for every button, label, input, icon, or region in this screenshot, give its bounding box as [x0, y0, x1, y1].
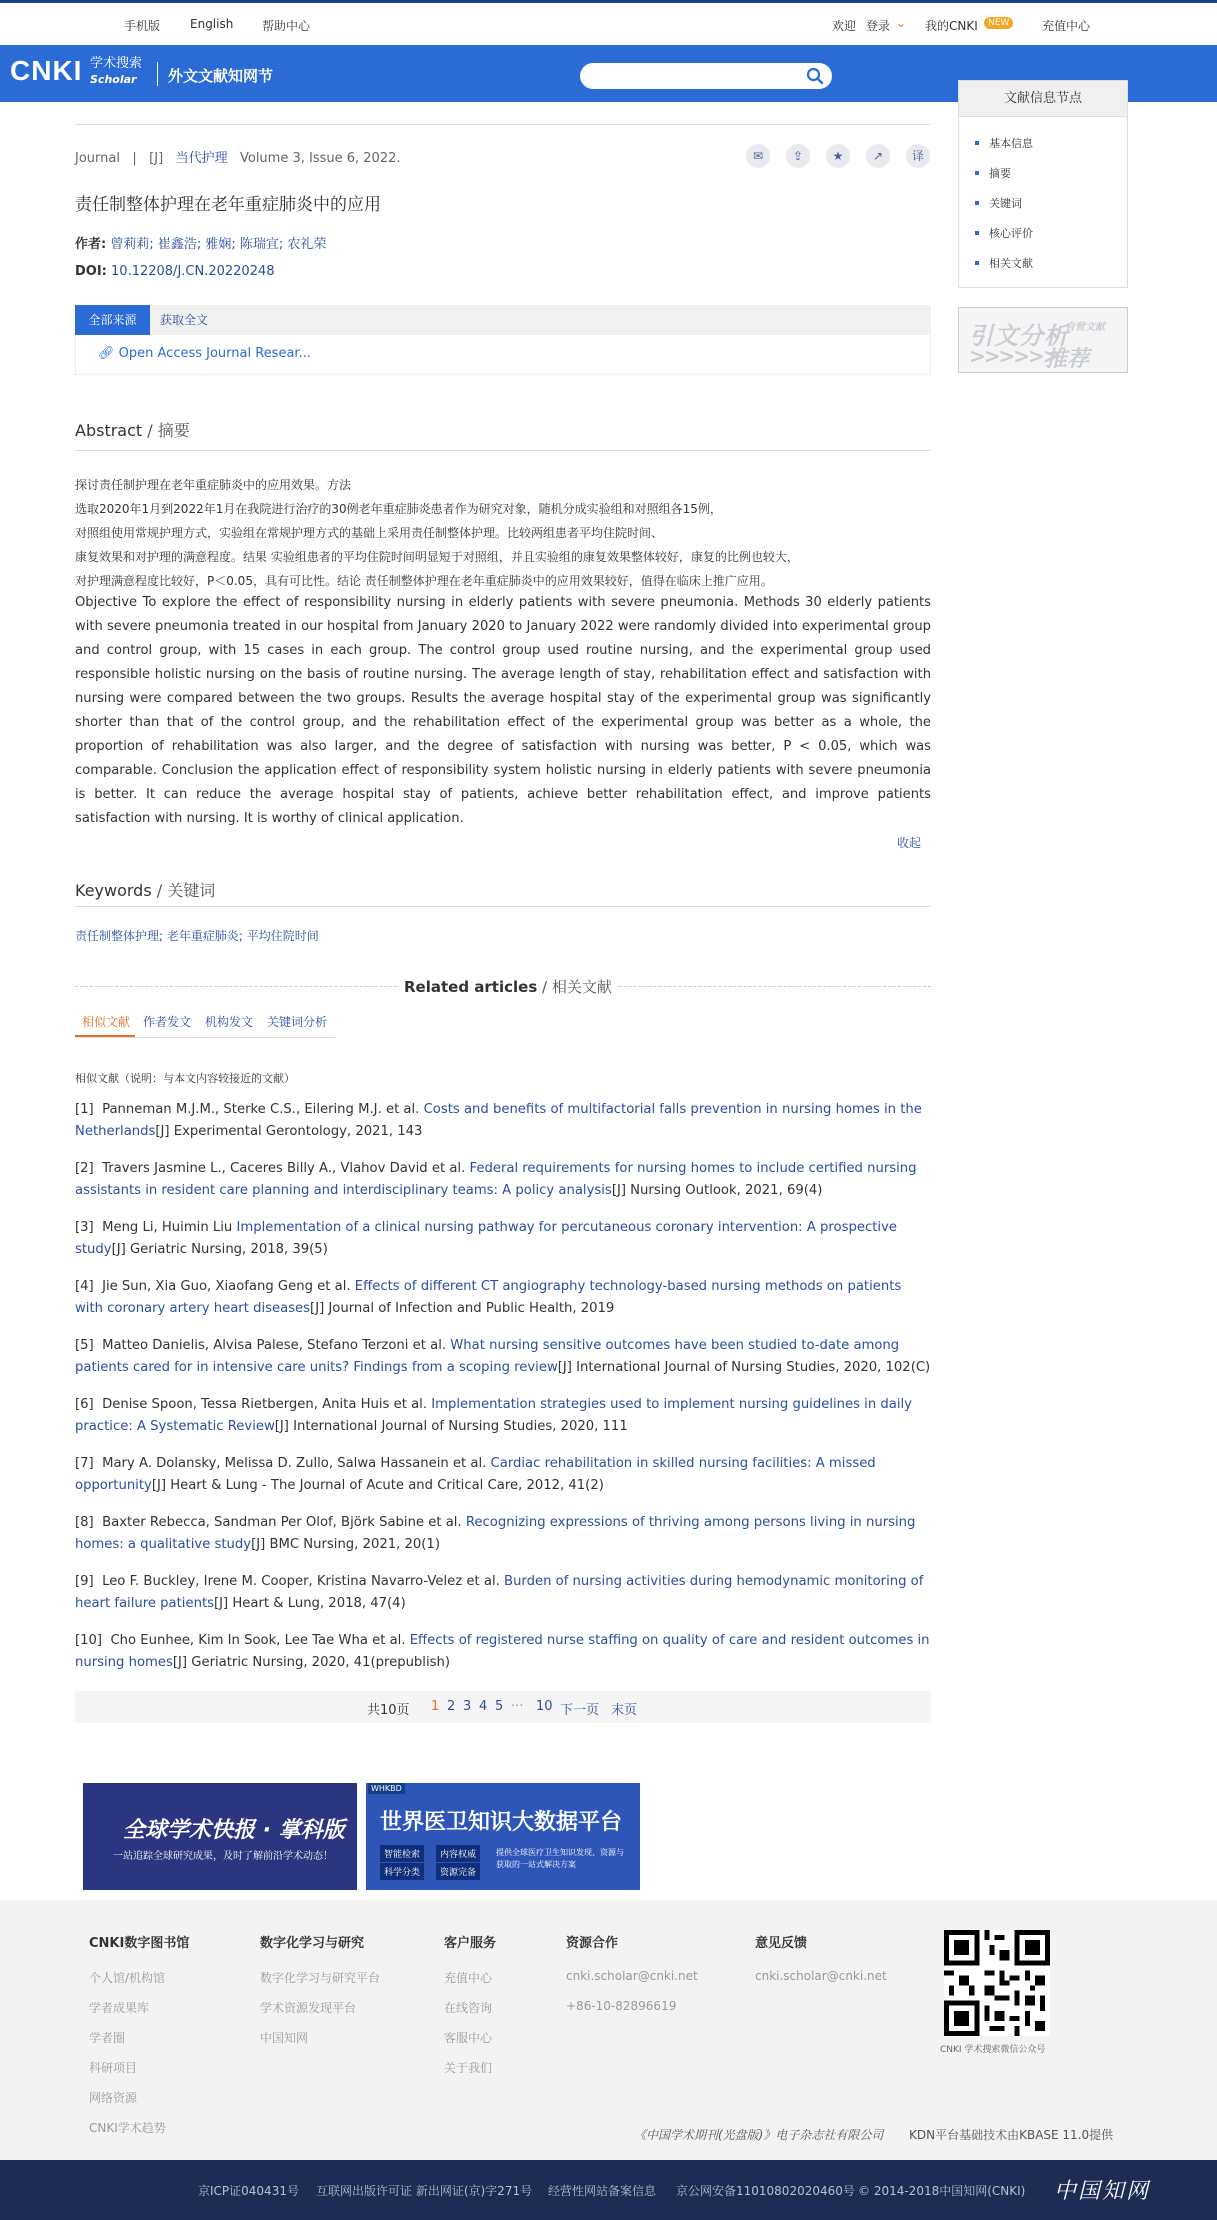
- info-nodes-title: 文献信息节点: [959, 81, 1127, 117]
- source-link-text[interactable]: Open Access Journal Resear...: [118, 346, 311, 361]
- recharge-link[interactable]: 充值中心: [1042, 19, 1091, 33]
- footer-link[interactable]: 科研项目: [89, 2061, 138, 2075]
- divider: [75, 450, 931, 451]
- tabs-baseline: [75, 1037, 335, 1038]
- reference-item: [75, 1158, 931, 1202]
- ref-title-link[interactable]: Recognizing expressions of thriving among persons living in nursing homes: a qualitative study: [75, 1515, 916, 1552]
- footer-link[interactable]: 个人馆/机构馆: [89, 1971, 166, 1985]
- ref-source: [J] Geriatric Nursing, 2018, 39(5): [111, 1242, 328, 1257]
- authors-list[interactable]: 曾莉莉; 崔鑫浩; 雅娴; 陈瑞宜; 农礼荣: [110, 237, 327, 252]
- page-10[interactable]: 10: [536, 1699, 553, 1714]
- favorite-icon[interactable]: ★: [826, 144, 850, 168]
- abstract-cn-line: 探讨责任制护理在老年重症肺炎中的应用效果。方法: [75, 478, 352, 492]
- related-heading-cn: / 相关文献: [537, 978, 612, 996]
- qr-caption: CNKI 学术搜索微信公众号: [940, 2045, 1046, 2055]
- related-heading-en: Related articles: [404, 978, 538, 996]
- footer-col-title: 客户服务: [444, 1936, 497, 1951]
- sidebar-item-abstract[interactable]: 摘要: [973, 165, 1127, 195]
- related-heading: [400, 976, 616, 997]
- paperclip-icon: 🔗︎: [98, 346, 115, 361]
- page-4[interactable]: 4: [479, 1699, 488, 1714]
- source-list: [75, 335, 931, 375]
- footer-email[interactable]: cnki.scholar@cnki.net: [566, 1969, 698, 1983]
- reference-item: [75, 1099, 931, 1143]
- abstract-cn-line: 选取2020年1月到2022年1月在我院进行治疗的30例老年重症肺炎患者作为研究对象，随机分成实验组和对照组各15例，: [75, 502, 722, 516]
- info-nodes-panel: [958, 80, 1128, 288]
- page-ellipsis: ···: [511, 1699, 524, 1714]
- search-input[interactable]: [580, 63, 832, 89]
- tab-institution-papers[interactable]: 机构发文: [205, 1015, 254, 1029]
- ref-num: [4]: [75, 1279, 94, 1294]
- logo-divider: [157, 62, 158, 86]
- pagination: [75, 1691, 931, 1723]
- banner2-pill: 科学分类: [380, 1863, 424, 1880]
- ref-num: [5]: [75, 1338, 94, 1353]
- ref-num: [9]: [75, 1574, 94, 1589]
- ref-title-link[interactable]: Effects of registered nurse staffing on quality of care and resident outcomes in nursing homes: [75, 1633, 930, 1670]
- meta-volume: Volume 3, Issue 6, 2022.: [239, 151, 401, 166]
- ref-num: [8]: [75, 1515, 94, 1530]
- abstract-chinese: [75, 473, 931, 593]
- abstract-english: Objective To explore the effect of responsibility nursing in elderly patients with severe pneumonia. Methods 30 elderly patients with severe pneumonia treated in our hospital from January 2020 to January 2022 were randomly divided into experimental group and control group, with 15 cases in each group. The control group used routine nursing, and the experimental group used responsible holistic nursing on the basis of routine nursing. The average length of stay, rehabilitation effect and satisfaction with nursing were compared between the two groups. Results the average hospital stay of the experimental group was significantly shorter than that of the control group, and the rehabilitation effect of the experimental group was better as a whole, the proportion of rehabilitation was also larger, and the degree of satisfaction with nursing was better, P < 0.05, which was comparable. Conclusion the application effect of responsibility system holistic nursing in elderly patients with severe pneumonia is better. It can reduce the average hospital stay of patients, achieve better rehabilitation effect, and improve patients satisfaction with nursing. It is worthy of clinical application.: [75, 595, 931, 826]
- banner2-tag: WHKBD: [368, 1783, 405, 1794]
- tab-similar[interactable]: 相似文献: [82, 1015, 131, 1029]
- my-cnki-link[interactable]: 我的CNKI: [925, 19, 978, 33]
- ref-authors: Panneman M.J.M., Sterke C.S., Eilering M.J. et al.: [102, 1102, 420, 1117]
- ref-num: [10]: [75, 1633, 103, 1648]
- police-record[interactable]: 京公网安备11010802020460号: [676, 2184, 855, 2198]
- next-page-link[interactable]: 下一页: [560, 1703, 600, 1718]
- reference-item: [75, 1453, 931, 1497]
- footer-col-title: 数字化学习与研究: [260, 1936, 365, 1951]
- ref-authors: Denise Spoon, Tessa Rietbergen, Anita Huis et al.: [102, 1397, 428, 1412]
- reference-item: [75, 1394, 931, 1438]
- doi-label: DOI:: [75, 264, 107, 279]
- search-icon[interactable]: [806, 67, 824, 85]
- banner2-subtitle: 提供全球医疗卫生知识发现、资源与获取的一站式解决方案: [496, 1848, 624, 1869]
- banner1-subtitle: 一站追踪全球研究成果，及时了解前沿学术动态！: [113, 1851, 333, 1862]
- abstract-heading: [75, 418, 190, 441]
- ad-arrows: >>>>>>: [969, 344, 1058, 368]
- abstract-cn-line: 对照组使用常规护理方式，实验组在常规护理方式的基础上采用责任制整体护理。比较两组患者平均住院时间、: [75, 526, 664, 540]
- meta-type: Journal: [75, 151, 120, 166]
- english-link[interactable]: English: [190, 17, 234, 31]
- keywords-list[interactable]: 责任制整体护理; 老年重症肺炎; 平均住院时间: [75, 929, 319, 943]
- ref-title-link[interactable]: Cardiac rehabilitation in skilled nursing facilities: A missed opportunity: [75, 1456, 876, 1493]
- ref-num: [3]: [75, 1220, 94, 1235]
- article-title: 责任制整体护理在老年重症肺炎中的应用: [75, 195, 381, 215]
- ref-title-link[interactable]: What nursing sensitive outcomes have been studied to-date among patients cared for in intensive care units? Findings from a scoping review: [75, 1338, 900, 1375]
- journal-link[interactable]: 当代护理: [175, 151, 228, 166]
- page-5[interactable]: 5: [495, 1699, 504, 1714]
- ref-title-link[interactable]: Implementation strategies used to implement nursing guidelines in daily practice: A Systematic Review: [75, 1397, 912, 1434]
- help-link[interactable]: 帮助中心: [262, 19, 311, 33]
- logo-scholar: Scholar: [90, 73, 137, 86]
- last-page-link[interactable]: 末页: [611, 1703, 638, 1718]
- ref-authors: Cho Eunhee, Kim In Sook, Lee Tae Wha et al.: [110, 1633, 406, 1648]
- keywords-heading-cn: / 关键词: [151, 881, 216, 900]
- login-link[interactable]: 登录: [866, 19, 891, 33]
- active-tab-indicator: [75, 1035, 135, 1037]
- chevron-down-icon[interactable]: ⌄: [896, 16, 907, 30]
- ref-title-link[interactable]: Burden of nursing activities during hemodynamic monitoring of heart failure patients: [75, 1574, 924, 1611]
- sidebar-item-keywords[interactable]: 关键词: [973, 195, 1127, 225]
- ad-line1: 引文分析: [969, 322, 1069, 350]
- copyright: © 2014-2018中国知网(CNKI): [858, 2184, 1026, 2198]
- cnki-logo[interactable]: CNKI: [10, 55, 83, 86]
- tab-author-papers[interactable]: 作者发文: [143, 1015, 192, 1029]
- tab-get-fulltext[interactable]: 获取全文: [160, 313, 209, 327]
- banner2-pill: 内容权威: [436, 1845, 480, 1862]
- ad-line1b: 自营文献: [1065, 322, 1105, 333]
- ref-source: [J] Nursing Outlook, 2021, 69(4): [611, 1183, 823, 1198]
- ref-authors: Mary A. Dolansky, Melissa D. Zullo, Salwa Hassanein et al.: [102, 1456, 487, 1471]
- article-meta: [75, 147, 401, 166]
- banner2-pill: 资源完备: [436, 1863, 480, 1880]
- ref-authors: Baxter Rebecca, Sandman Per Olof, Björk Sabine et al.: [102, 1515, 462, 1530]
- site-title: 外文文献知网节: [168, 67, 274, 85]
- cnki-footer-logo: 中国知网: [1054, 2179, 1151, 2204]
- footer-link[interactable]: 网络资源: [89, 2091, 138, 2105]
- ref-title-link[interactable]: Effects of different CT angiography technology-based nursing methods on patients with coronary artery heart diseases: [75, 1279, 902, 1316]
- ref-num: [7]: [75, 1456, 94, 1471]
- footer-col-digital: [260, 1932, 380, 2059]
- similar-note: 相似文献（说明：与本文内容较接近的文献）: [75, 1072, 295, 1085]
- share-icon[interactable]: ⇪: [786, 144, 810, 168]
- icp-license[interactable]: 京ICP证040431号: [198, 2184, 299, 2198]
- new-badge: NEW: [984, 17, 1013, 29]
- abstract-heading-cn: / 摘要: [142, 421, 190, 440]
- keywords-heading-en: Keywords: [75, 881, 152, 900]
- footer-link[interactable]: 在线咨询: [444, 2001, 493, 2015]
- tab-keyword-analysis[interactable]: 关键词分析: [267, 1015, 328, 1029]
- bottom-legal-bar: [0, 2160, 1217, 2220]
- abstract-heading-en: Abstract: [75, 421, 143, 440]
- site-footer: [0, 1900, 1217, 2160]
- page-2[interactable]: 2: [447, 1699, 456, 1714]
- reference-item: [75, 1217, 931, 1261]
- ref-source: [J] Journal of Infection and Public Health, 2019: [310, 1301, 615, 1316]
- footer-col-library: [89, 1932, 189, 2149]
- reference-item: [75, 1630, 931, 1674]
- footer-phone: +86-10-82896619: [566, 1999, 677, 2013]
- ref-num: [1]: [75, 1102, 94, 1117]
- email-icon[interactable]: ✉: [746, 144, 770, 168]
- translate-icon[interactable]: 译: [906, 144, 930, 168]
- ref-source: [J] BMC Nursing, 2021, 20(1): [251, 1537, 440, 1552]
- ref-source: [J] Heart & Lung, 2018, 47(4): [213, 1596, 406, 1611]
- reference-item: [75, 1512, 931, 1556]
- abstract-cn-line: 对护理满意程度比较好，P＜0.05，具有可比性。结论 责任制整体护理在老年重症肺炎中的应用效果较好，值得在临床上推广应用。: [75, 574, 773, 588]
- banner2-pill: 智能检索: [380, 1845, 424, 1862]
- footer-publisher: 《中国学术期刊(光盘版)》电子杂志社有限公司: [634, 2128, 884, 2142]
- footer-col-service: [444, 1932, 496, 2089]
- footer-email[interactable]: cnki.scholar@cnki.net: [755, 1969, 887, 1983]
- meta-tag: [J]: [149, 151, 164, 166]
- page-total: 共10页: [367, 1703, 410, 1718]
- footer-tech-note: KDN平台基础技术由KBASE 11.0提供: [909, 2128, 1114, 2142]
- publish-license[interactable]: 互联网出版许可证 新出网证(京)字271号: [316, 2184, 533, 2198]
- ref-source: [J] International Journal of Nursing Studies, 2020, 111: [274, 1419, 628, 1434]
- export-icon[interactable]: ↗: [866, 144, 890, 168]
- authors-row: [75, 233, 326, 252]
- welcome-text: 欢迎: [832, 19, 857, 33]
- divider: [75, 906, 931, 907]
- page-3[interactable]: 3: [463, 1699, 472, 1714]
- footer-col-cooperation: [566, 1932, 698, 2029]
- operate-info[interactable]: 经营性网站备案信息: [548, 2184, 657, 2198]
- footer-link[interactable]: 学术资源发现平台: [260, 2001, 357, 2015]
- footer-link[interactable]: 中国知网: [260, 2031, 309, 2045]
- sidebar-item-basic-info[interactable]: 基本信息: [973, 135, 1127, 165]
- collapse-link[interactable]: 收起: [897, 836, 922, 850]
- doi-link[interactable]: 10.12208/J.CN.20220248: [111, 264, 275, 279]
- ref-num: [2]: [75, 1161, 94, 1176]
- reference-item: [75, 1276, 931, 1320]
- wechat-qr-code: [944, 1930, 1050, 2036]
- ref-source: [J] Experimental Gerontology, 2021, 143: [155, 1124, 423, 1139]
- footer-link[interactable]: 关于我们: [444, 2061, 493, 2075]
- doi-row: [75, 264, 275, 279]
- global-academic-banner[interactable]: [83, 1783, 357, 1890]
- ref-authors: Leo F. Buckley, Irene M. Cooper, Kristina Navarro-Velez et al.: [102, 1574, 500, 1589]
- tab-all-sources[interactable]: 全部来源: [75, 305, 150, 335]
- footer-link[interactable]: CNKI学术趋势: [89, 2121, 166, 2135]
- footer-col-feedback: [755, 1932, 887, 1999]
- banner1-title: 全球学术快报 · 掌科版: [123, 1818, 345, 1843]
- source-link[interactable]: [98, 346, 311, 361]
- page-1[interactable]: 1: [431, 1699, 440, 1714]
- footer-link[interactable]: 学者圈: [89, 2031, 126, 2045]
- divider: [75, 124, 931, 125]
- ref-authors: Travers Jasmine L., Caceres Billy A., Vlahov David et al.: [102, 1161, 466, 1176]
- sidebar-item-core-eval[interactable]: 核心评价: [973, 225, 1127, 255]
- source-tabs: [75, 305, 931, 335]
- reference-item: [75, 1571, 931, 1615]
- footer-link[interactable]: 学者成果库: [89, 2001, 150, 2015]
- ref-source: [J] International Journal of Nursing Studies, 2020, 102(C): [557, 1360, 931, 1375]
- ad-line2b: 推荐: [1045, 347, 1090, 372]
- mobile-link[interactable]: 手机版: [124, 19, 161, 33]
- ref-num: [6]: [75, 1397, 94, 1412]
- ref-title-link[interactable]: Federal requirements for nursing homes to include certified nursing assistants in resident care planning and interdisciplinary teams: A policy analysis: [75, 1161, 917, 1198]
- meta-sep: |: [132, 151, 137, 166]
- footer-link[interactable]: 客服中心: [444, 2031, 493, 2045]
- footer-link[interactable]: 数字化学习与研究平台: [260, 1971, 381, 1985]
- footer-col-title: CNKI数字图书馆: [89, 1936, 190, 1951]
- ref-authors: Matteo Danielis, Alvisa Palese, Stefano Terzoni et al.: [102, 1338, 447, 1353]
- abstract-cn-line: 康复效果和对护理的满意程度。结果 实验组患者的平均住院时间明显短于对照组，并且实验组的康复效果整体较好，康复的比例也较大，: [75, 550, 799, 564]
- top-navigation-bar: [0, 3, 1217, 45]
- authors-label: 作者:: [75, 237, 107, 252]
- ref-source: [J] Geriatric Nursing, 2020, 41(prepublish): [172, 1655, 451, 1670]
- ref-authors: Meng Li, Huimin Liu: [102, 1220, 233, 1235]
- footer-link[interactable]: 充值中心: [444, 1971, 493, 1985]
- ref-title-link[interactable]: Implementation of a clinical nursing pathway for percutaneous coronary intervention: A prospective study: [75, 1220, 897, 1257]
- keywords-heading: [75, 878, 215, 901]
- sidebar-item-related[interactable]: 相关文献: [973, 255, 1127, 285]
- banner2-title: 世界医卫知识大数据平台: [380, 1810, 623, 1835]
- reference-item: [75, 1335, 931, 1379]
- logo-subtitle: 学术搜索: [90, 56, 143, 71]
- ref-authors: Jie Sun, Xia Guo, Xiaofang Geng et al.: [102, 1279, 351, 1294]
- medical-kb-banner[interactable]: [366, 1783, 640, 1890]
- ref-title-link[interactable]: Costs and benefits of multifactorial falls prevention in nursing homes in the Netherlands: [75, 1102, 922, 1139]
- footer-col-title: 资源合作: [566, 1936, 619, 1951]
- citation-analysis-ad[interactable]: [958, 307, 1128, 373]
- footer-col-title: 意见反馈: [755, 1936, 808, 1951]
- ref-source: [J] Heart & Lung - The Journal of Acute and Critical Care, 2012, 41(2): [151, 1478, 604, 1493]
